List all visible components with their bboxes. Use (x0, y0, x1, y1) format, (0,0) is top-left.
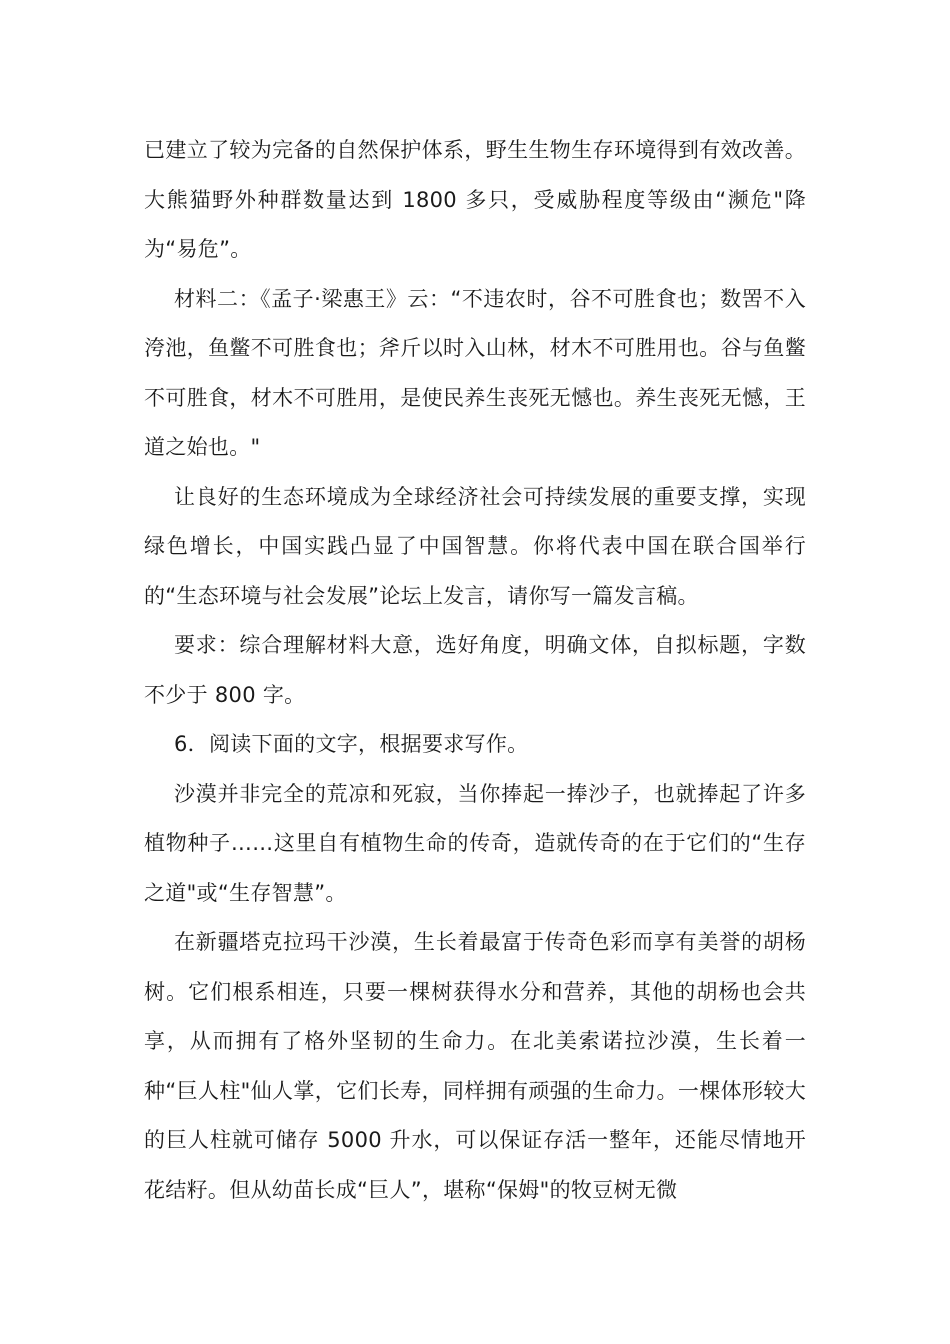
paragraph-writing-task: 让良好的生态环境成为全球经济社会可持续发展的重要支撑，实现绿色增长，中国实践凸显了中国智慧。你将代表中国在联合国举行的“生态环境与社会发展”论坛上发言，请你写一篇发言稿。 (144, 484, 806, 608)
document-body (144, 126, 806, 1215)
paragraph-nature-protection: 已建立了较为完备的自然保护体系，野生生物生存环境得到有效改善。大熊猫野外种群数量达到 1800 多只，受威胁程度等级由“濒危"降为“易危”。 (144, 138, 806, 261)
paragraph-requirements: 要求：综合理解材料大意，选好角度，明确文体，自拟标题，字数不少于 800 字。 (144, 633, 806, 707)
paragraph-material-two-mencius: 材料二：《孟子·梁惠王》云：“不违农时，谷不可胜食也；数罟不入洿池，鱼鳖不可胜食也；斧斤以时入山林，材木不可胜用也。谷与鱼鳖不可胜食，材木不可胜用，是使民养生丧死无憾也。养生丧死无憾，王道之始也。" (144, 286, 806, 459)
paragraph-desert-plants: 在新疆塔克拉玛干沙漠，生长着最富于传奇色彩而享有美誉的胡杨树。它们根系相连，只要一棵树获得水分和营养，其他的胡杨也会共享，从而拥有了格外坚韧的生命力。在北美索诺拉沙漠，生长着一种“巨人柱"仙人掌，它们长寿，同样拥有顽强的生命力。一棵体形较大的巨人柱就可储存 5000 升水，可以保证存活一整年，还能尽情地开花结籽。但从幼苗长成“巨人”，堪称“保姆"的牧豆树无微 (144, 930, 806, 1202)
paragraph-desert-intro: 沙漠并非完全的荒凉和死寂，当你捧起一捧沙子，也就捧起了许多植物种子……这里自有植物生命的传奇，造就传奇的在于它们的“生存之道"或“生存智慧”。 (144, 781, 806, 905)
question-6-heading: 6．阅读下面的文字，根据要求写作。 (174, 732, 529, 756)
